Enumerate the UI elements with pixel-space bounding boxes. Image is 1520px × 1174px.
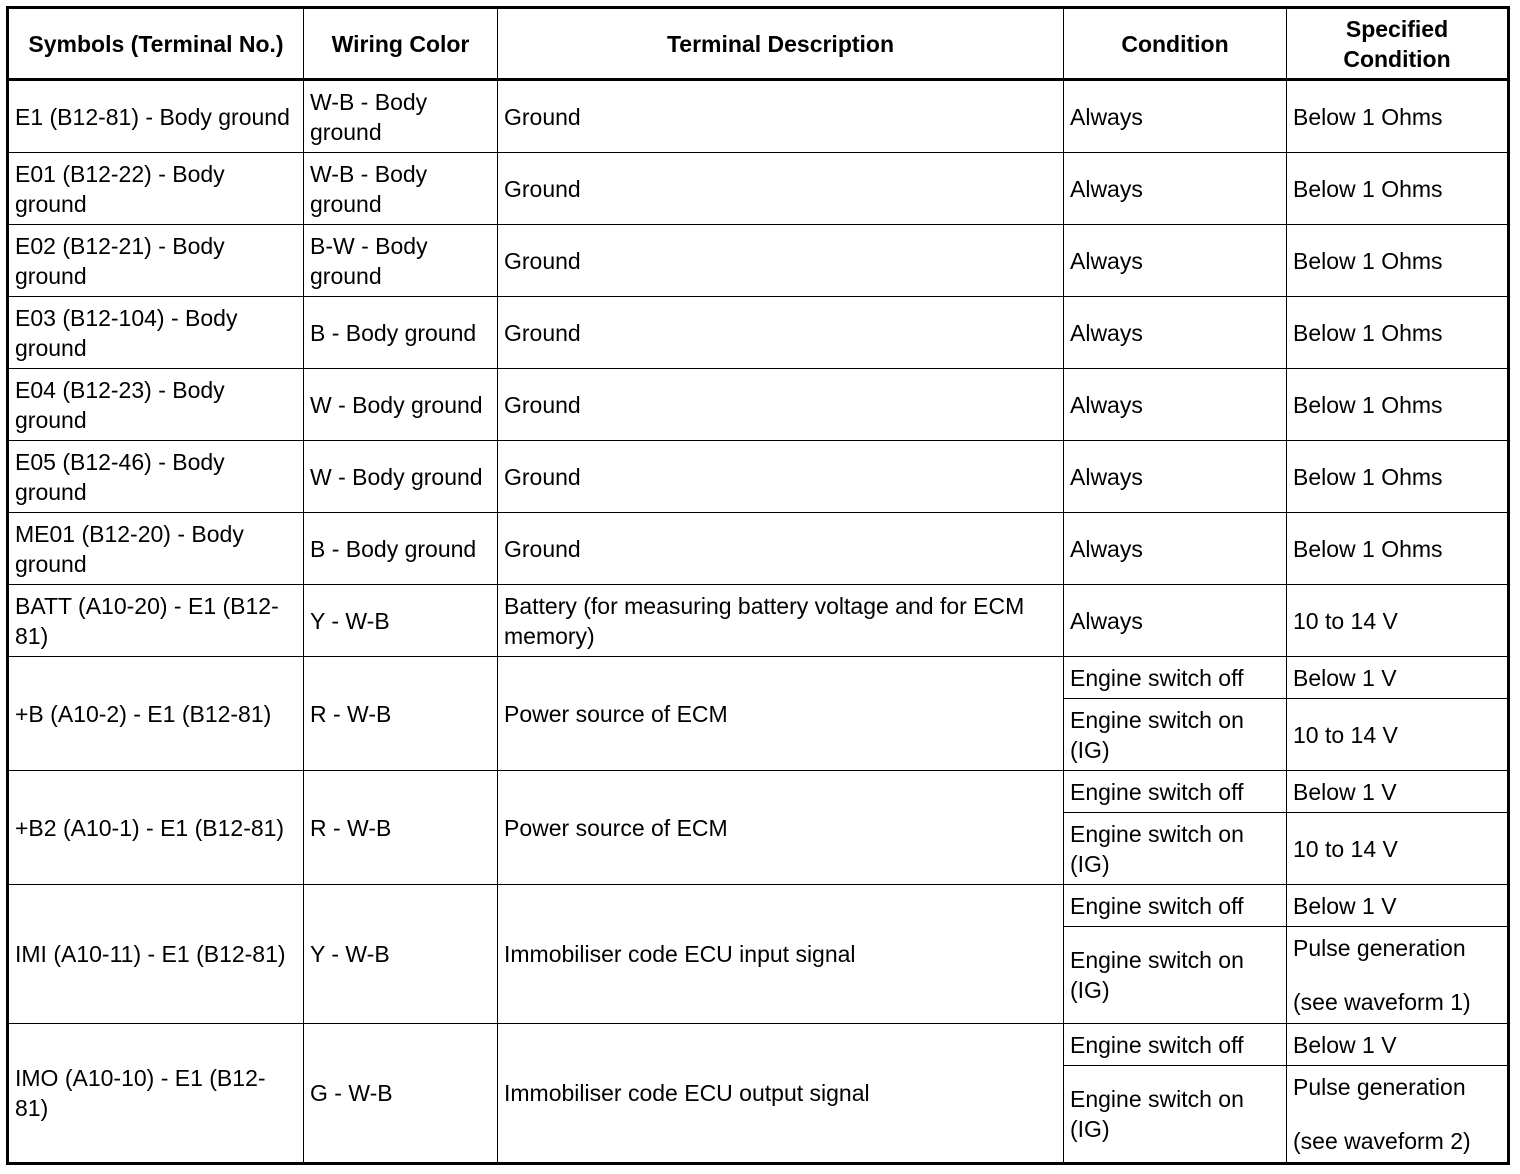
specified-cell: Below 1 Ohms: [1287, 369, 1509, 441]
specified-cell: 10 to 14 V: [1287, 585, 1509, 657]
specified-cell: Below 1 Ohms: [1287, 297, 1509, 369]
terminal-spec-table: [6, 6, 1510, 1165]
description-cell: Ground: [498, 369, 1064, 441]
specified-cell: Below 1 Ohms: [1287, 80, 1509, 153]
specified-note: (see waveform 2): [1293, 1128, 1471, 1154]
symbol-cell: ME01 (B12-20) - Body ground: [8, 513, 304, 585]
wiring-cell: G - W-B: [304, 1024, 498, 1164]
symbol-cell: E02 (B12-21) - Body ground: [8, 225, 304, 297]
condition-cell: Engine switch on (IG): [1064, 699, 1287, 771]
description-cell: Power source of ECM: [498, 657, 1064, 771]
condition-cell: Engine switch off: [1064, 771, 1287, 813]
description-cell: Ground: [498, 153, 1064, 225]
specified-cell: Below 1 Ohms: [1287, 153, 1509, 225]
description-cell: Battery (for measuring battery voltage and for ECM memory): [498, 585, 1064, 657]
symbol-cell: +B (A10-2) - E1 (B12-81): [8, 657, 304, 771]
condition-cell: Always: [1064, 297, 1287, 369]
symbol-cell: E01 (B12-22) - Body ground: [8, 153, 304, 225]
specified-cell: Below 1 V: [1287, 1024, 1509, 1066]
table-row: [8, 80, 1509, 153]
symbol-cell: +B2 (A10-1) - E1 (B12-81): [8, 771, 304, 885]
header-specified-condition: Specified Condition: [1287, 8, 1509, 80]
condition-cell: Engine switch off: [1064, 657, 1287, 699]
condition-cell: Engine switch off: [1064, 1024, 1287, 1066]
condition-cell: Always: [1064, 225, 1287, 297]
wiring-cell: R - W-B: [304, 657, 498, 771]
wiring-cell: B-W - Body ground: [304, 225, 498, 297]
wiring-cell: W-B - Body ground: [304, 80, 498, 153]
table-row: [8, 297, 1509, 369]
table-row: [8, 885, 1509, 927]
wiring-cell: B - Body ground: [304, 297, 498, 369]
description-cell: Immobiliser code ECU output signal: [498, 1024, 1064, 1164]
table-row: [8, 513, 1509, 585]
wiring-cell: B - Body ground: [304, 513, 498, 585]
specified-value: Pulse generation: [1293, 1074, 1466, 1100]
condition-cell: Engine switch on (IG): [1064, 927, 1287, 1024]
symbol-cell: IMO (A10-10) - E1 (B12-81): [8, 1024, 304, 1164]
specified-cell: Below 1 V: [1287, 885, 1509, 927]
specified-cell: [1287, 1066, 1509, 1164]
table-row: [8, 369, 1509, 441]
symbol-cell: E05 (B12-46) - Body ground: [8, 441, 304, 513]
condition-cell: Always: [1064, 441, 1287, 513]
description-cell: Power source of ECM: [498, 771, 1064, 885]
description-cell: Ground: [498, 513, 1064, 585]
description-cell: Ground: [498, 80, 1064, 153]
header-row: [8, 8, 1509, 80]
condition-cell: Engine switch on (IG): [1064, 813, 1287, 885]
wiring-cell: W-B - Body ground: [304, 153, 498, 225]
specified-cell: Below 1 Ohms: [1287, 513, 1509, 585]
condition-cell: Always: [1064, 513, 1287, 585]
specified-note: (see waveform 1): [1293, 989, 1471, 1015]
wiring-cell: W - Body ground: [304, 369, 498, 441]
condition-cell: Always: [1064, 369, 1287, 441]
table-row: [8, 153, 1509, 225]
symbol-cell: E1 (B12-81) - Body ground: [8, 80, 304, 153]
condition-cell: Engine switch on (IG): [1064, 1066, 1287, 1164]
specified-cell: 10 to 14 V: [1287, 813, 1509, 885]
symbol-cell: BATT (A10-20) - E1 (B12-81): [8, 585, 304, 657]
header-terminal-description: Terminal Description: [498, 8, 1064, 80]
specified-cell: Below 1 V: [1287, 771, 1509, 813]
description-cell: Ground: [498, 297, 1064, 369]
header-symbols: Symbols (Terminal No.): [8, 8, 304, 80]
table-row: [8, 441, 1509, 513]
wiring-cell: Y - W-B: [304, 885, 498, 1024]
condition-cell: Engine switch off: [1064, 885, 1287, 927]
header-wiring-color: Wiring Color: [304, 8, 498, 80]
description-cell: Ground: [498, 225, 1064, 297]
table-row: [8, 657, 1509, 699]
symbol-cell: IMI (A10-11) - E1 (B12-81): [8, 885, 304, 1024]
description-cell: Immobiliser code ECU input signal: [498, 885, 1064, 1024]
specified-cell: Below 1 Ohms: [1287, 441, 1509, 513]
wiring-cell: R - W-B: [304, 771, 498, 885]
specified-cell: Below 1 V: [1287, 657, 1509, 699]
symbol-cell: E03 (B12-104) - Body ground: [8, 297, 304, 369]
specified-cell: 10 to 14 V: [1287, 699, 1509, 771]
header-condition: Condition: [1064, 8, 1287, 80]
wiring-cell: W - Body ground: [304, 441, 498, 513]
table-row: [8, 771, 1509, 813]
specified-cell: Below 1 Ohms: [1287, 225, 1509, 297]
description-cell: Ground: [498, 441, 1064, 513]
table-row: [8, 585, 1509, 657]
condition-cell: Always: [1064, 585, 1287, 657]
table-row: [8, 1024, 1509, 1066]
symbol-cell: E04 (B12-23) - Body ground: [8, 369, 304, 441]
specified-value: Pulse generation: [1293, 935, 1466, 961]
condition-cell: Always: [1064, 153, 1287, 225]
wiring-cell: Y - W-B: [304, 585, 498, 657]
table-row: [8, 225, 1509, 297]
condition-cell: Always: [1064, 80, 1287, 153]
specified-cell: [1287, 927, 1509, 1024]
